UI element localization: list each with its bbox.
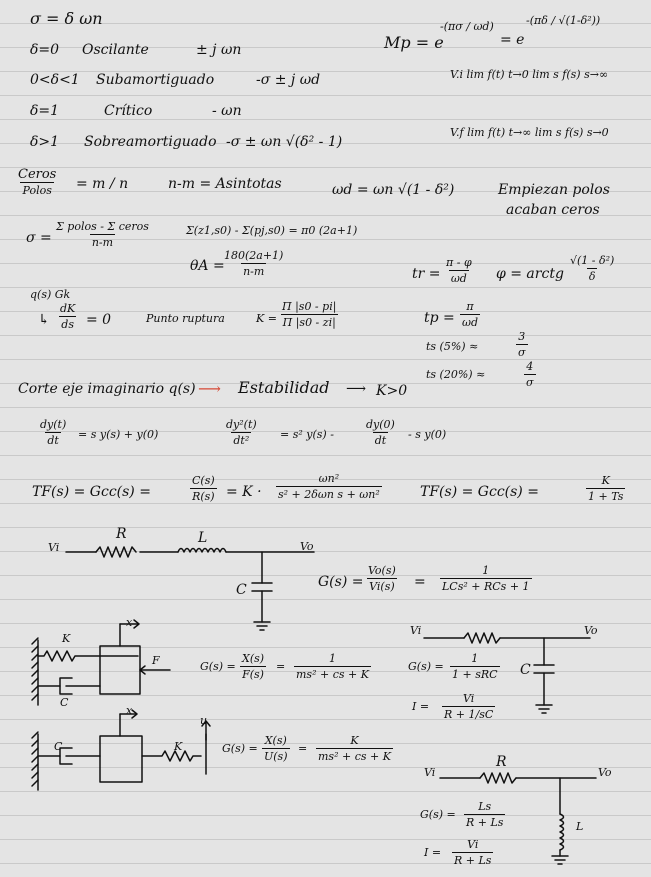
rl-l: L — [576, 820, 584, 833]
notebook-page: σ = δ ωn δ=0 Oscilante ± j ωn 0<δ<1 Subamortiguado -σ ± j ωd δ=1 Crítico - ωn δ>1 Sobreamortiguado -σ ± ωn √(δ² - 1) Mp = e -(πσ / ωd) = e -(πδ / √(1-δ²)) V.i lim f(t) t→0 lim s f(s) s→∞ V.f lim f(t) t→∞ lim s f(s) s→0 Ceros Polos = m / n n-m = Asintotas ωd = ωn √(1 - δ²) Empiezan polos acaban ceros σ = Σ polos - Σ ceros n-m Σ(z1,s0) - Σ(pj,s0) = π0 (2a+1) θA = $\frac{180(2a+1)}{n-m}$ tr = $\frac{\pi - \varphi}{\omega d}$ φ = arctg $\frac{\text{√(1 - δ²)}}{\delta}$ q(s) Gk ↳ $\frac{dK}{ds}$ = 0 Punto ruptura K = $\frac{\Pi |s0 - pi|}{\Pi |s0 - zi|}$ tp = $\frac{\pi}{\omega d}$ ts (5%) ≈ $\frac{3}{\sigma}$ ts (20%) ≈ $\frac{4}{\sigma}$ Corte eje imaginario q(s) ⟶ Estabilidad ⟶ K>0 $\frac{dy(t)}{dt}$ = s y(s) + y(0) $\frac{\text{dy²(t)}}{\text{dt²}}$ = s² y(s) - $\frac{dy(0)}{dt}$ - s y(0) TF(s) = Gcc(s) = $\frac{C(s)}{R(s)}$ = K · ωn² s² + 2δωn s + ωn² TF(s) = Gcc(s) = $\frac{K}{1 + Ts}$ Vi R L Vo C G(s) = $\frac{Vo(s)}{Vi(s)}$ = 1 LCs² + RCs + 1 K C x F G(s) = $\frac{X(s)}{F(s)}$ = $\frac{1}{\text{ms² + cs + K}}$ C x K u G(s) = $\frac{X(s)}{U(s)}$ = $\frac{K}{\text{ms² + cs + K}}$ Vi Vo C G(s) = 1 1 + sRC I = $\frac{Vi}{R + 1/sC}$ Vi R Vo L G(s) = $\frac{Ls}{R + Ls}$ I = $\frac{Vi}{R + Ls}$ — [0, 0, 651, 877]
phi-fraction: $\frac{\text{√(1 - δ²)}}{\delta}$ — [570, 254, 615, 283]
case-3-condition: δ>1 — [30, 134, 60, 150]
tf2-frac-2: ωn² s² + 2δωn s + ωn² — [278, 472, 380, 501]
tf2-prefix: TF(s) = Gcc(s) = — [32, 484, 151, 500]
case-3-roots: -σ ± ωn √(δ² - 1) — [226, 134, 343, 150]
case-0-name: Oscilante — [82, 42, 149, 58]
rl-vo: Vo — [598, 766, 612, 779]
dk-ds-fraction: $\frac{dK}{ds}$ — [60, 302, 76, 331]
mass1-x: x — [126, 616, 133, 629]
tp-label: tp = — [424, 310, 455, 326]
laplace2-lhs: $\frac{\text{dy²(t)}}{\text{dt²}}$ — [226, 418, 257, 447]
rlc-vi: Vi — [48, 541, 60, 554]
case-2-name: Crítico — [104, 103, 153, 119]
mass2-g-frac-1: $\frac{X(s)}{U(s)}$ — [264, 734, 288, 763]
mass2-c: C — [54, 740, 63, 753]
mass1-k: K — [62, 632, 71, 645]
tp-fraction: $\frac{\pi}{\omega d}$ — [462, 300, 479, 329]
phi-label: φ = arctg — [496, 266, 564, 282]
final-value-theorem: V.f lim f(t) t→∞ lim s f(s) s→0 — [450, 126, 609, 139]
mass1-g-frac-1: $\frac{X(s)}{F(s)}$ — [242, 652, 265, 681]
sigma-centroid-fraction: Σ polos - Σ ceros n-m — [56, 220, 149, 249]
case-2-condition: δ=1 — [30, 103, 60, 119]
mp-label: Mp = e — [384, 33, 444, 52]
case-1-condition: 0<δ<1 — [30, 72, 80, 88]
tr-label: tr = — [412, 266, 441, 282]
mass2-u: u — [200, 714, 208, 727]
ts5-fraction: $\frac{3}{\sigma}$ — [518, 330, 526, 359]
corte-eje-imaginario: Corte eje imaginario q(s) — [18, 381, 196, 397]
case-2-roots: - ωn — [212, 103, 242, 119]
sigma-definition: σ = δ ωn — [30, 9, 103, 28]
mass-spring-damper-1 — [32, 620, 170, 705]
red-arrow: ⟶ — [198, 379, 221, 398]
rlc-circuit-schematic — [66, 547, 314, 630]
rl-i-frac: $\frac{Vi}{R + Ls}$ — [454, 838, 492, 867]
theta-a-fraction: $\frac{180(2a+1)}{n-m}$ — [224, 249, 284, 278]
tf1-prefix: TF(s) = Gcc(s) = — [420, 484, 539, 500]
ceros-polos-fraction: Ceros Polos — [18, 167, 57, 197]
rc-vi: Vi — [410, 624, 422, 637]
ts5-label: ts (5%) ≈ — [426, 340, 479, 353]
rl-vi: Vi — [424, 766, 436, 779]
rc-vo: Vo — [584, 624, 598, 637]
rc-i-frac: $\frac{Vi}{R + 1/sC}$ — [444, 692, 494, 721]
mass2-g-label: G(s) = — [222, 742, 258, 755]
mp-exponent-2: -(πδ / √(1-δ²)) — [526, 14, 601, 27]
k-label: K = — [256, 312, 277, 325]
tr-fraction: $\frac{\pi - \varphi}{\omega d}$ — [446, 256, 472, 285]
acaban-ceros: acaban ceros — [506, 202, 600, 218]
asymptotes: n-m = Asintotas — [168, 176, 282, 192]
rc-g-label: G(s) = — [408, 660, 444, 673]
mass2-g-frac-2: $\frac{K}{\text{ms² + cs + K}}$ — [318, 734, 391, 763]
mass2-x: x — [126, 704, 133, 717]
theta-a-label: θA = — [190, 258, 225, 274]
rl-g-frac: $\frac{Ls}{R + Ls}$ — [466, 800, 504, 829]
rlc-g-frac-2: 1 LCs² + RCs + 1 — [442, 564, 530, 593]
rc-i-label: I = — [412, 700, 430, 713]
laplace1-rhs: = s y(s) + y(0) — [78, 428, 159, 441]
characteristic-eq: q(s) Gk — [30, 288, 71, 301]
case-1-name: Subamortiguado — [96, 72, 215, 88]
tf2-frac-1: $\frac{C(s)}{R(s)}$ — [192, 474, 215, 503]
rlc-l: L — [198, 530, 208, 546]
mass1-g-label: G(s) = — [200, 660, 236, 673]
case-0-roots: ± j ωn — [196, 42, 242, 58]
tf2-mid: = K · — [226, 484, 262, 500]
estabilidad: Estabilidad — [238, 378, 330, 397]
rl-i-label: I = — [424, 846, 442, 859]
rc-c: C — [520, 662, 531, 678]
mp-exponent-1: -(πσ / ωd) — [440, 20, 494, 33]
case-0-condition: δ=0 — [30, 42, 60, 58]
punto-ruptura: Punto ruptura — [146, 312, 225, 325]
mass1-g-frac-2: $\frac{1}{\text{ms² + cs + K}}$ — [296, 652, 369, 681]
rlc-g-frac-1: $\frac{Vo(s)}{Vi(s)}$ — [368, 564, 396, 593]
rc-g-frac: 1 1 + sRC — [452, 652, 498, 681]
laplace2-rhs-b: - s y(0) — [408, 428, 447, 441]
rlc-g-label: G(s) = — [318, 574, 364, 590]
laplace1-lhs: $\frac{dy(t)}{dt}$ — [40, 418, 67, 447]
rlc-r: R — [116, 526, 127, 542]
tf1-frac: $\frac{K}{1 + Ts}$ — [588, 474, 624, 503]
rl-r: R — [496, 754, 507, 770]
ceros-polos-ratio: = m / n — [76, 176, 129, 192]
dk-ds-equals: = 0 — [86, 312, 112, 328]
laplace2-rhs-a: = s² y(s) - — [280, 428, 334, 441]
initial-value-theorem: V.i lim f(t) t→0 lim s f(s) s→∞ — [450, 68, 609, 81]
k-positive: K>0 — [376, 383, 408, 399]
laplace2-frac: $\frac{dy(0)}{dt}$ — [366, 418, 395, 447]
wd-formula: ωd = ωn √(1 - δ²) — [332, 182, 455, 198]
rl-g-label: G(s) = — [420, 808, 456, 821]
empiezan-polos: Empiezan polos — [498, 182, 610, 198]
mass2-k: K — [174, 740, 183, 753]
k-magnitude-fraction: $\frac{\Pi |s0 - pi|}{\Pi |s0 - zi|}$ — [282, 300, 337, 329]
case-1-roots: -σ ± j ωd — [256, 72, 321, 88]
case-3-name: Sobreamortiguado — [84, 134, 217, 150]
ts20-fraction: $\frac{4}{\sigma}$ — [526, 360, 534, 389]
mass1-c: C — [60, 696, 69, 709]
mass1-f: F — [152, 654, 160, 667]
ts20-label: ts (20%) ≈ — [426, 368, 486, 381]
angle-condition: Σ(z1,s0) - Σ(pj,s0) = π0 (2a+1) — [186, 224, 358, 237]
rlc-c: C — [236, 582, 247, 598]
rlc-vo: Vo — [300, 540, 314, 553]
arrow: ⟶ — [346, 381, 367, 397]
